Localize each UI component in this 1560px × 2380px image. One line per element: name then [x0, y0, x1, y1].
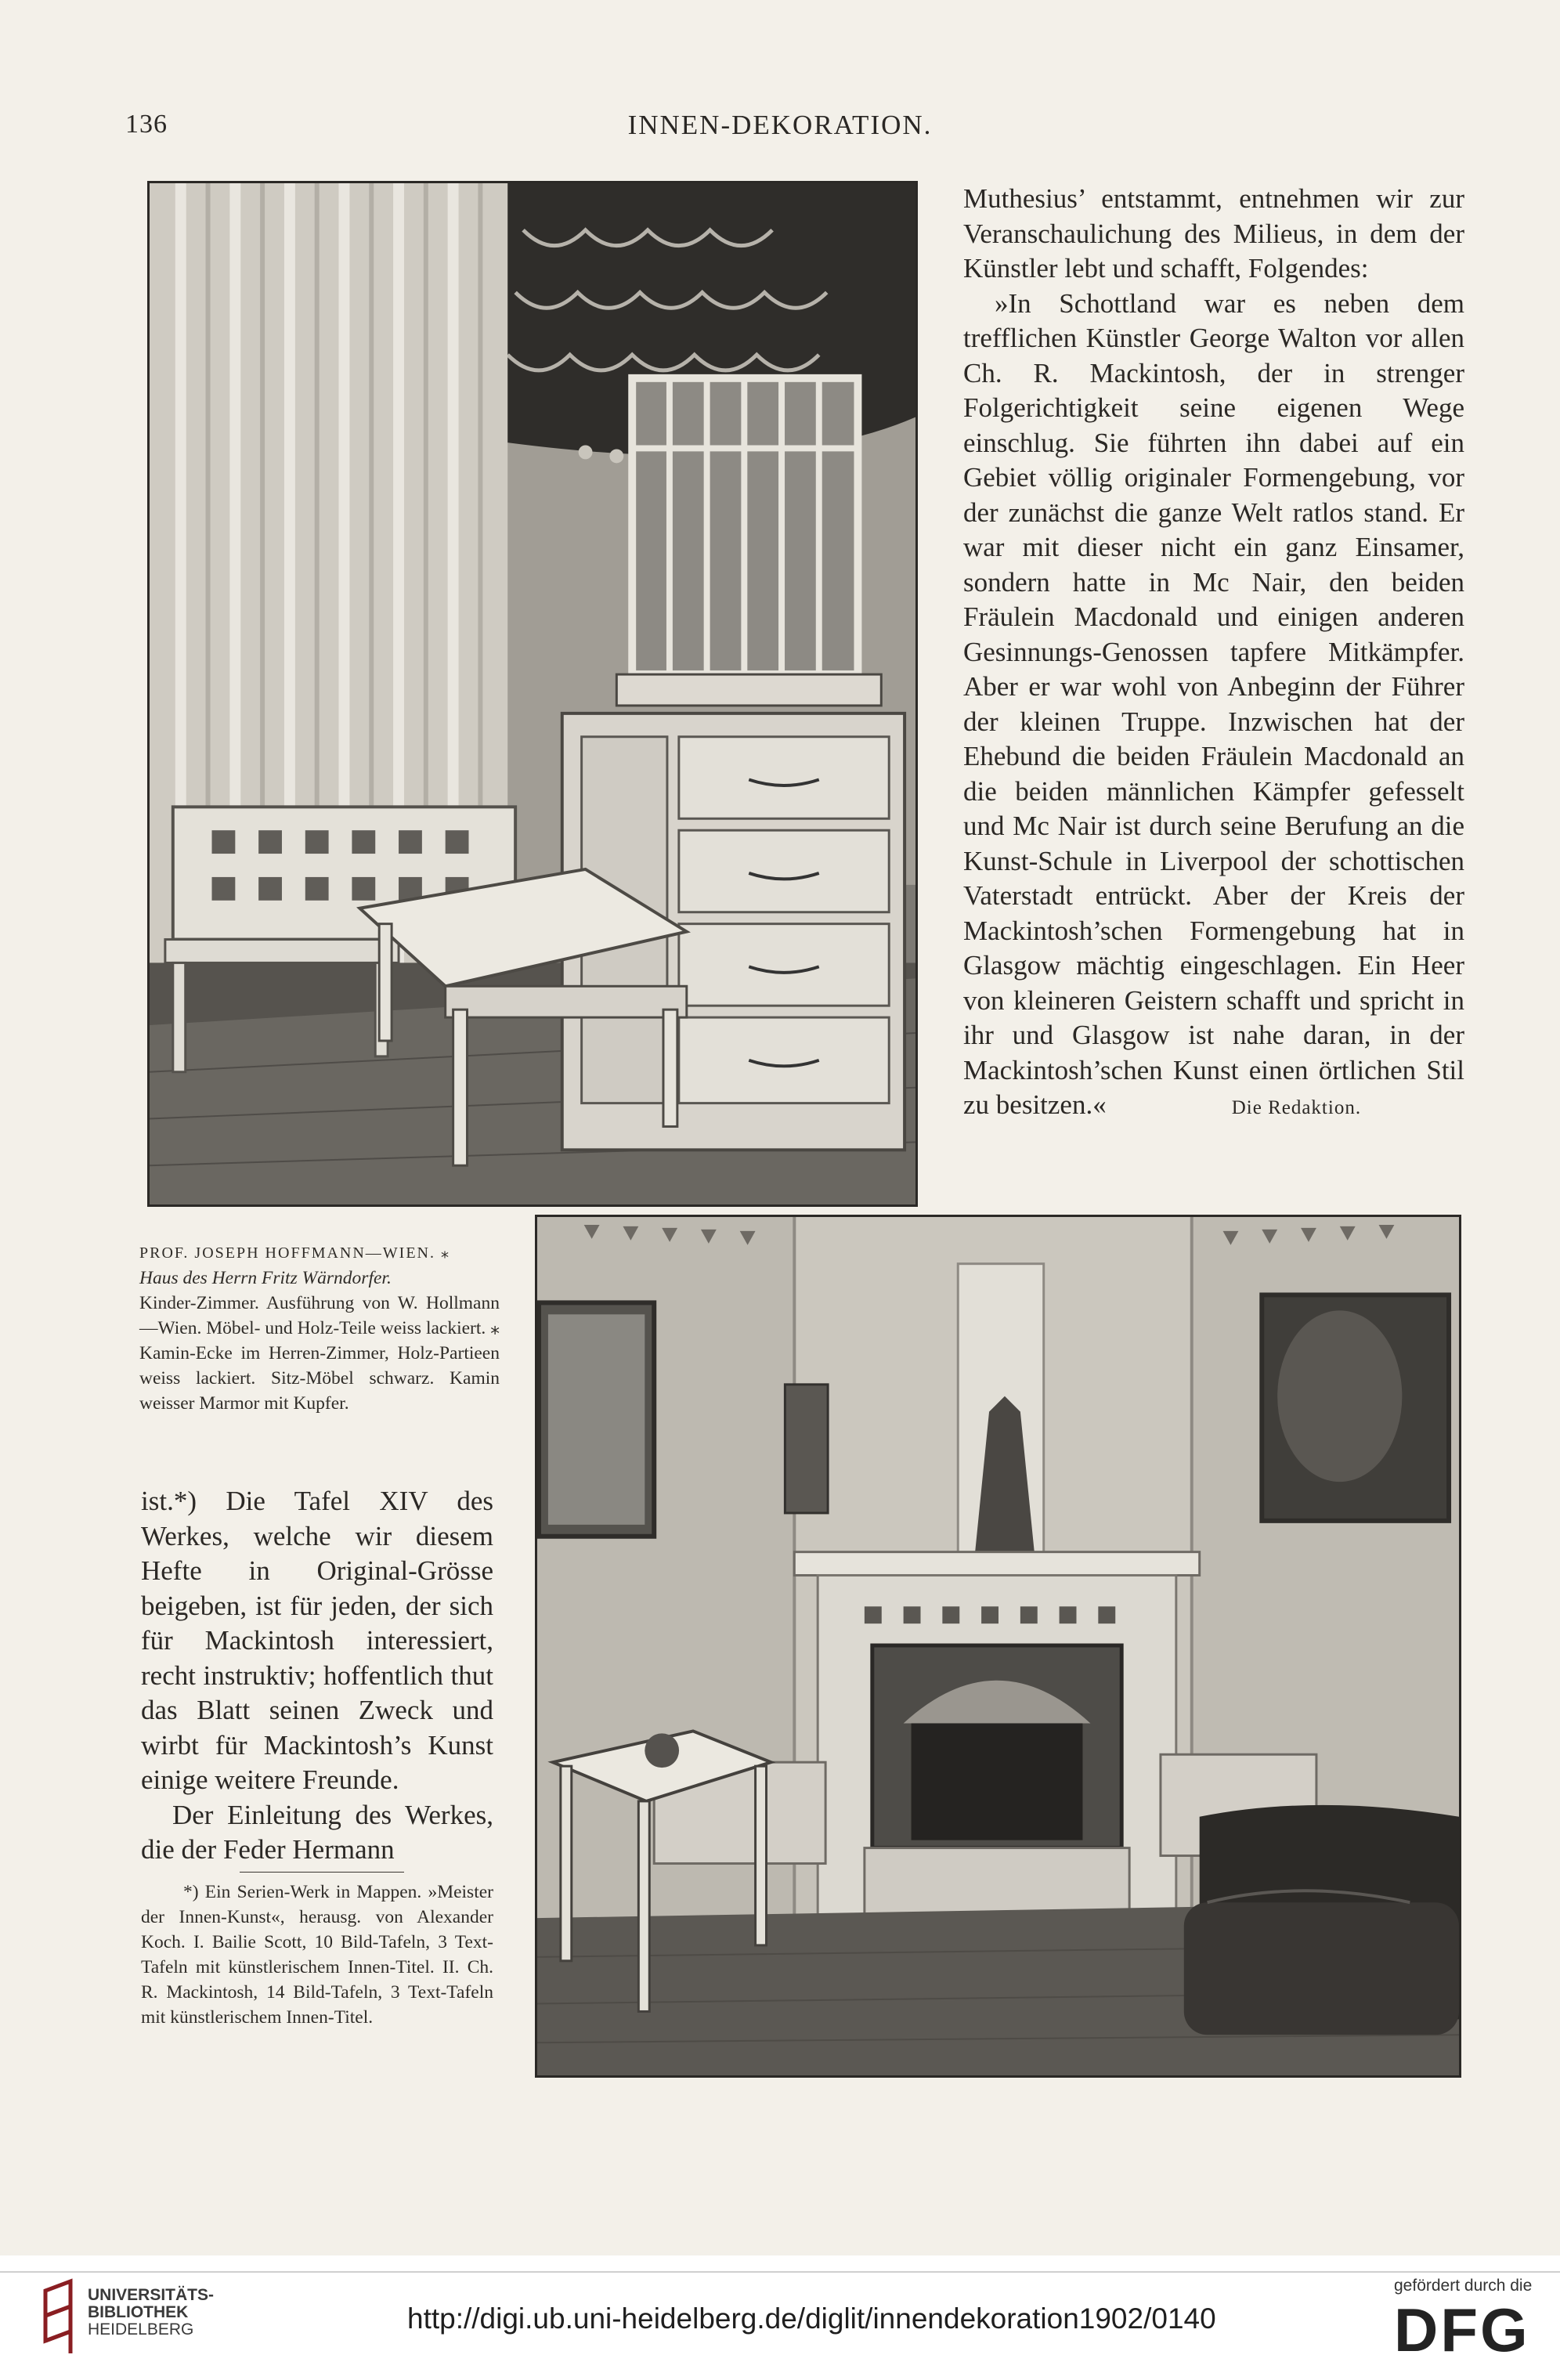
library-name	[88, 2287, 214, 2338]
left-column-text	[141, 1484, 493, 1868]
running-title: INNEN-DEKORATION.	[627, 110, 933, 140]
library-line-1: UNIVERSITÄTS-	[88, 2286, 215, 2304]
signature-redaktion: Die Redaktion.	[1231, 1097, 1362, 1118]
caption-house: Haus des Herrn Fritz Wärndorfer.	[139, 1268, 392, 1288]
footnote	[141, 1880, 493, 2030]
photo-kamin-ecke	[535, 1215, 1461, 2078]
page-number: 136	[125, 110, 168, 139]
kamin-ecke-illustration	[537, 1217, 1459, 2075]
caption-architect: PROF. JOSEPH HOFFMANN—WIEN. ⁎	[139, 1244, 451, 1262]
footnote-rule	[240, 1872, 404, 1873]
right-column-text	[963, 182, 1464, 1126]
source-url-link[interactable]: http://digi.ub.uni-heidelberg.de/diglit/innendekoration1902/0140	[407, 2302, 1216, 2335]
dfg-logo: DFG	[1394, 2295, 1530, 2364]
university-library-logo-icon	[39, 2275, 80, 2358]
kinderzimmer-illustration	[150, 183, 915, 1204]
paragraph-einleitung: Der Einleitung des Werkes, die der Feder Hermann	[141, 1799, 493, 1865]
caption-body: Kinder-Zimmer. Ausführung von W. Hollmann—Wien. Möbel- und Holz-Teile weiss lackiert. ⁎ Kamin-Ecke im Herren-Zimmer, Holz-Partieen weiss lackiert. Sitz-Möbel schwarz. Kamin weisser Marmor mit Kupfer.	[139, 1293, 500, 1414]
paragraph-intro: Muthesius’ entstammt, entnehmen wir zur Veranschaulichung des Milieus, in dem der Künstler lebt und schafft, Folgendes:	[963, 183, 1464, 284]
digitization-footer	[0, 2271, 1560, 2380]
quote-text: »In Schottland war es neben dem trefflichen Künstler George Walton vor allen Ch. R. Mackintosh, der in strenger Folgerichtigkeit seine eigenen Wege einschlug. Sie führten ihn dabei auf ein Gebiet völlig originaler Formengebung, vor der zunächst die ganze Welt ratlos stand. Er war mit dieser nicht ein ganz Einsamer, sondern hatte in Mc Nair, den beiden Fräulein Macdonald und einigen anderen Gesinnungs-Genossen tapfere Mitkämpfer. Aber er war wohl von Anbeginn der Führer der kleinen Truppe. Inzwischen hat der Ehebund die beiden Fräulein Macdonald an die beiden männlichen Kämpfer gefesselt und Mc Nair ist durch seine Berufung an die Kunst-Schule in Liverpool der schottischen Vaterstadt entrückt. Aber der Kreis der Mackintosh’schen Formengebung hat in Glasgow mächtig eingeschlagen. Ein Heer von kleineren Geistern schafft und spricht in ihr und Glasgow ist nahe daran, in der Mackintosh’schen Kunst einen örtlichen Stil zu besitzen.«	[963, 287, 1464, 1120]
photo-kinderzimmer	[147, 181, 918, 1207]
library-line-2: BIBLIOTHEK	[88, 2303, 189, 2321]
photo-caption	[139, 1241, 500, 1416]
paragraph-tafel: ist.*) Die Tafel XIV des Werkes, welche wir diesem Hefte in Original-Grösse beigeben, ist für jeden, der sich für Mackintosh interessiert, recht instruktiv; hoffentlich thut das Blatt seinen Zweck und wirbt für Mackintosh’s Kunst einige weitere Freunde.	[141, 1486, 493, 1795]
funding-label: gefördert durch die	[1394, 2277, 1533, 2295]
library-line-3: HEIDELBERG	[88, 2320, 194, 2338]
paragraph-quote	[963, 287, 1464, 1126]
footnote-text: *) Ein Serien-Werk in Mappen. »Meister der Innen-Kunst«, herausg. von Alexander Koch. I. Bailie Scott, 10 Bild-Tafeln, 3 Text-Tafeln mit künstlerischem Innen-Titel. II. Ch. R. Mackintosh, 14 Bild-Tafeln, 3 Text-Tafeln mit künstlerischem Innen-Titel.	[141, 1882, 493, 2028]
